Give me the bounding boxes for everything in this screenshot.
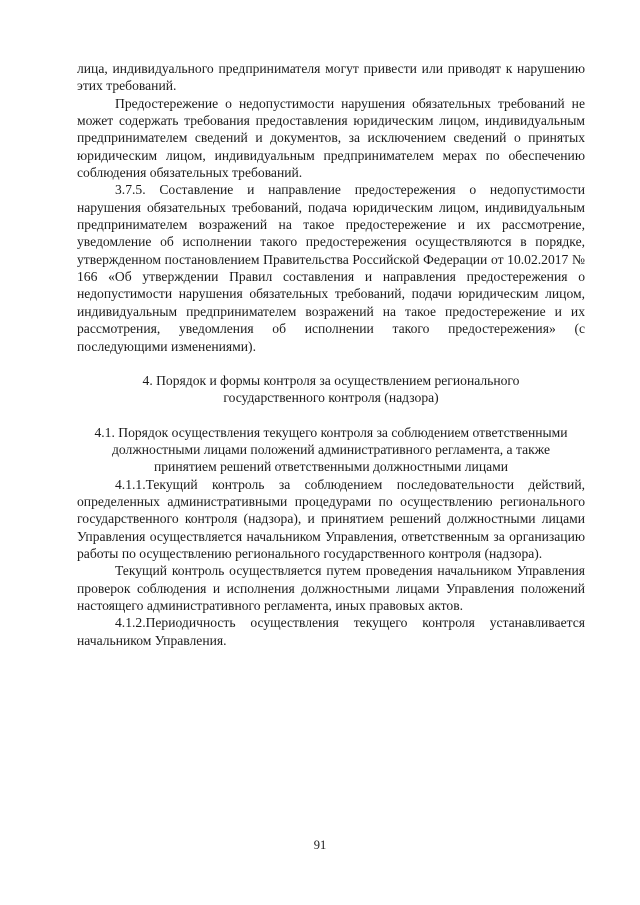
subsection-heading: 4.1. Порядок осуществления текущего контроля за соблюдением ответственными должностными лицами положений административного регламента, а также принятием решений ответственными должностными лицами (94, 424, 568, 475)
spacer (77, 407, 585, 424)
paragraph-continuation: лица, индивидуального предпринимателя могут привести или приводят к нарушению этих требований. (77, 61, 585, 94)
spacer (77, 355, 585, 372)
paragraph-warning-content: Предостережение о недопустимости нарушения обязательных требований не может содержать требования предоставления юридическим лицом, индивидуальным предпринимателем сведений и документов, за исключением сведений о принятых юридическим лицом, индивидуальным предпринимателем мерах по обеспечению соблюдения обязательных требований. (77, 95, 585, 181)
page-number: 91 (313, 838, 327, 852)
paragraph-4-1-1: 4.1.1.Текущий контроль за соблюдением последовательности действий, определенных административными процедурами по осуществлению регионального государственного контроля (надзора), и принятием решений должностными лицами Управления осуществляется начальником Управления, ответственным за организацию работы по осуществлению регионального государственного контроля (надзора). (77, 476, 585, 561)
paragraph-3-7-5: 3.7.5. Составление и направление предостережения о недопустимости нарушения обязательных требований, подача юридическим лицом, индивидуальным предпринимателем возражений на такое предостережение и их рассмотрение, уведомление об исполнении такого предостережения осуществляются в порядке, утвержденном постановлением Правительства Российской Федерации от 10.02.2017 № 166 «Об утверждении Правил составления и направления предостережения о недопустимости нарушения обязательных требований, подачи юридическим лицом, индивидуальным предпринимателем возражений на такое предостережение и их рассмотрения, уведомления об исполнении такого предостережения» (с последующими изменениями). (77, 182, 585, 354)
document-page (77, 60, 585, 649)
paragraph-4-1-2: 4.1.2.Периодичность осуществления текущего контроля устанавливается начальником Управления. (77, 615, 585, 648)
section-heading: 4. Порядок и формы контроля за осуществлением регионального государственного контроля (надзора) (142, 372, 520, 406)
paragraph-current-control: Текущий контроль осуществляется путем проведения начальником Управления проверок соблюдения и исполнения должностными лицами Управления положений настоящего административного регламента, иных правовых актов. (77, 563, 585, 613)
